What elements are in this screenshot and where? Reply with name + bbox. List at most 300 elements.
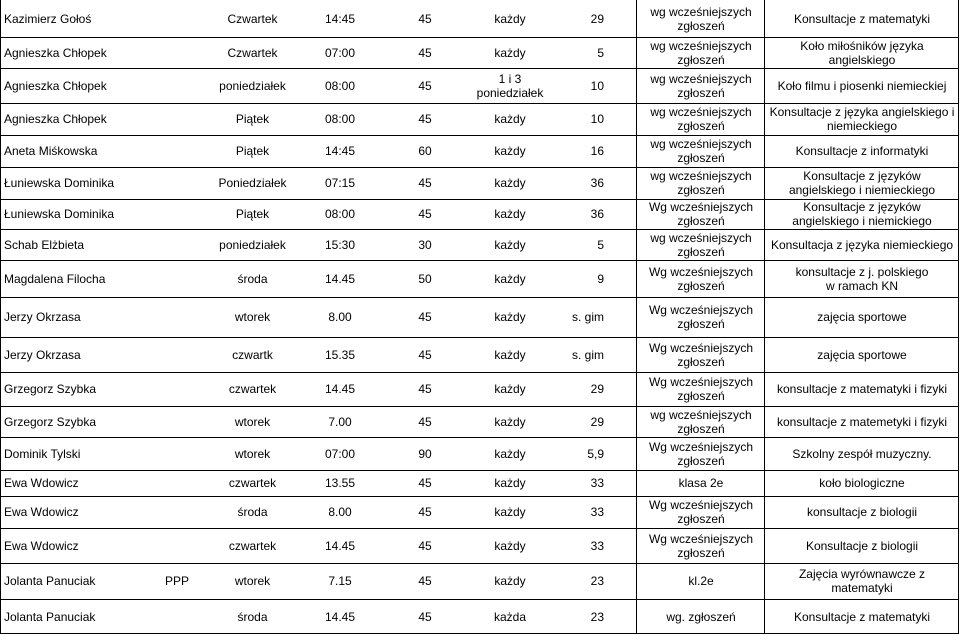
cell-subject: [764, 348, 960, 362]
cell-day: [205, 272, 300, 286]
cell-subject: [764, 144, 960, 158]
cell-subject-line: zajęcia sportowe: [817, 310, 907, 324]
cell-day-line: wtorek: [234, 414, 271, 429]
cell-subject: [764, 567, 960, 595]
cell-duration: [395, 505, 455, 519]
cell-teacher-line: Jerzy Okrzasa: [4, 310, 81, 324]
cell-teacher-line: Schab Elżbieta: [4, 237, 85, 252]
cell-subject-line: Konsultacje z informatyki: [795, 144, 929, 158]
cell-subject: [764, 265, 960, 293]
cell-room: [540, 79, 604, 93]
cell-time: [300, 238, 380, 252]
cell-subject-line: Konsultacje z matematyki: [793, 609, 931, 624]
cell-teacher-line: Agnieszka Chłopek: [4, 78, 107, 93]
cell-room: [540, 46, 604, 60]
cell-teacher-line: Grzegorz Szybka: [4, 382, 97, 396]
cell-teacher: [4, 238, 204, 252]
cell-day-line: czwartek: [228, 382, 277, 396]
cell-mode-line: kl.2e: [688, 574, 714, 588]
cell-subject: [764, 310, 960, 324]
cell-day: [205, 415, 300, 429]
cell-room-line: 10: [590, 112, 604, 126]
cell-duration: [395, 310, 455, 324]
cell-teacher: [4, 79, 204, 93]
grid-hline: [0, 167, 959, 168]
cell-duration-line: 45: [418, 505, 432, 519]
cell-room-line: s. gim: [571, 347, 604, 362]
cell-day-line: środa: [237, 609, 268, 624]
cell-duration-line: 45: [418, 538, 432, 553]
cell-teacher: [4, 310, 204, 324]
cell-subject: [764, 200, 960, 228]
cell-room-line: 5,9: [587, 446, 604, 461]
grid-hline: [0, 68, 959, 69]
cell-teacher: [4, 46, 204, 60]
cell-day: [205, 12, 300, 26]
cell-subject-line: koło biologiczne: [819, 476, 905, 490]
cell-teacher: [4, 447, 204, 461]
cell-subject-line: Konsultacje z biologii: [805, 538, 919, 553]
cell-time: [300, 476, 380, 490]
cell-mode-line: Wg wcześniejszych: [648, 375, 754, 389]
cell-teacher: [4, 272, 204, 286]
cell-time-line: 08:00: [324, 78, 356, 93]
grid-hline: [0, 229, 959, 230]
cell-room-line: 23: [590, 609, 604, 624]
cell-time: [300, 539, 380, 553]
cell-mode: [636, 39, 766, 67]
cell-frequency-line: poniedziałek: [476, 85, 544, 100]
cell-mode-line: zgłoszeń: [677, 389, 725, 403]
cell-room: [540, 238, 604, 252]
cell-duration: [395, 415, 455, 429]
cell-mode: [636, 5, 766, 33]
cell-duration: [395, 447, 455, 461]
cell-subject: [764, 105, 960, 133]
cell-room: [540, 539, 604, 553]
cell-mode: [636, 440, 766, 468]
cell-mode: [636, 341, 766, 369]
cell-teacher-line: Aneta Miśkowska: [4, 144, 98, 158]
cell-room-line: 5: [597, 45, 604, 60]
cell-day-line: wtorek: [234, 310, 271, 324]
cell-day: [205, 610, 300, 624]
cell-day: [205, 238, 300, 252]
cell-teacher-line: Agnieszka Chłopek: [4, 112, 107, 126]
cell-day-line: poniedziałek: [219, 78, 286, 93]
cell-day: [205, 505, 300, 519]
cell-duration-line: 45: [418, 414, 432, 429]
cell-duration-line: 45: [418, 347, 432, 362]
cell-subject-line: Szkolny zespół muzyczny.: [792, 446, 932, 461]
cell-mode: [636, 265, 766, 293]
cell-time: [300, 310, 380, 324]
cell-time: [300, 505, 380, 519]
cell-teacher-line: Jerzy Okrzasa: [4, 347, 81, 362]
cell-time-line: 14.45: [324, 538, 356, 553]
grid-vline: [0, 0, 1, 634]
cell-teacher-line: Jolanta Panuciak: [4, 574, 96, 588]
cell-mode-line: wg wcześniejszych: [650, 169, 752, 183]
cell-time-line: 15:30: [324, 237, 356, 252]
cell-mode-line: zgłoszeń: [677, 317, 725, 331]
cell-duration: [395, 207, 455, 221]
cell-mode-line: wg wcześniejszych: [650, 230, 752, 245]
cell-duration-line: 30: [418, 237, 432, 252]
cell-mode-line: zgłoszeń: [677, 18, 725, 33]
cell-subject-line: angielskiego i niemieckiego: [788, 183, 936, 197]
cell-subject: [764, 539, 960, 553]
cell-mode: [636, 375, 766, 403]
cell-teacher-line: Dominik Tylski: [4, 446, 81, 461]
cell-subject: [764, 382, 960, 396]
cell-subject-line: konsultacje z j. polskiego: [795, 264, 929, 279]
cell-room-line: 36: [590, 207, 604, 221]
cell-duration-line: 45: [418, 382, 432, 396]
cell-duration: [395, 382, 455, 396]
cell-extra-line: PPP: [165, 574, 190, 588]
cell-time-line: 08:00: [324, 112, 356, 126]
cell-room: [540, 610, 604, 624]
cell-teacher: [4, 505, 204, 519]
cell-mode-line: zgłoszeń: [677, 421, 725, 436]
cell-frequency-line: każdy: [494, 207, 526, 221]
cell-teacher: [4, 539, 204, 553]
cell-duration: [395, 574, 455, 588]
cell-frequency-line: każda: [493, 609, 527, 624]
cell-day-line: Piątek: [235, 112, 270, 126]
cell-mode-line: zgłoszeń: [677, 151, 725, 165]
cell-frequency-line: każdy: [494, 347, 526, 362]
cell-room: [540, 12, 604, 26]
cell-room-line: 29: [590, 11, 604, 26]
cell-mode-line: klasa 2e: [678, 476, 724, 490]
grid-hline: [0, 337, 959, 338]
cell-subject-line: Koło miłośników języka: [800, 38, 924, 53]
cell-room-line: 36: [590, 176, 604, 190]
cell-duration: [395, 610, 455, 624]
cell-subject-line: Konsultacje z języków: [803, 200, 921, 214]
cell-mode-line: Wg wcześniejszych: [648, 200, 754, 214]
cell-mode-line: Wg wcześniejszych: [648, 340, 754, 355]
cell-time: [300, 447, 380, 461]
cell-duration-line: 45: [418, 476, 432, 490]
cell-mode-line: zgłoszeń: [677, 52, 725, 67]
cell-teacher-line: Łuniewska Dominika: [4, 176, 115, 190]
cell-teacher: [4, 476, 204, 490]
cell-subject-line: Koło filmu i piosenki niemieckiej: [777, 78, 947, 93]
cell-teacher-line: Ewa Wdowicz: [4, 476, 79, 490]
cell-mode-line: wg wcześniejszych: [650, 38, 752, 53]
cell-room: [540, 574, 604, 588]
cell-room-line: 33: [590, 476, 604, 490]
grid-hline: [0, 103, 959, 104]
cell-room-line: 5: [597, 237, 604, 252]
cell-mode-line: wg. zgłoszeń: [666, 609, 736, 624]
cell-day-line: wtorek: [234, 574, 271, 588]
cell-duration-line: 45: [418, 574, 432, 588]
cell-duration-line: 90: [418, 446, 432, 461]
cell-duration-line: 45: [418, 45, 432, 60]
cell-day-line: wtorek: [234, 446, 271, 461]
cell-day: [205, 79, 300, 93]
cell-teacher-line: Łuniewska Dominika: [4, 207, 115, 221]
cell-duration-line: 45: [418, 310, 432, 324]
cell-day: [205, 348, 300, 362]
cell-time-line: 15.35: [324, 347, 356, 362]
cell-room: [540, 476, 604, 490]
cell-duration: [395, 348, 455, 362]
cell-subject: [764, 39, 960, 67]
cell-mode-line: wg wcześniejszych: [650, 407, 752, 422]
cell-mode: [636, 574, 766, 588]
cell-time: [300, 574, 380, 588]
cell-room: [540, 176, 604, 190]
cell-subject-line: w ramach KN: [825, 278, 899, 293]
cell-frequency-line: każdy: [494, 45, 526, 60]
cell-time: [300, 176, 380, 190]
cell-time: [300, 348, 380, 362]
cell-teacher: [4, 144, 204, 158]
cell-teacher: [4, 112, 204, 126]
cell-mode-line: zgłoszeń: [677, 545, 725, 560]
cell-frequency-line: każdy: [494, 144, 526, 158]
cell-day-line: środa: [237, 505, 268, 519]
cell-time: [300, 46, 380, 60]
cell-time-line: 14.45: [324, 382, 356, 396]
cell-mode-line: Wg wcześniejszych: [648, 303, 754, 317]
cell-day-line: Piątek: [235, 144, 270, 158]
cell-day: [205, 476, 300, 490]
grid-hline: [0, 372, 959, 373]
cell-frequency-line: każdy: [494, 237, 526, 252]
cell-day: [205, 112, 300, 126]
cell-frequency-line: każdy: [494, 176, 526, 190]
cell-mode: [636, 610, 766, 624]
cell-day: [205, 207, 300, 221]
cell-extra: [165, 574, 205, 588]
cell-day-line: Piątek: [235, 207, 270, 221]
cell-time-line: 13.55: [324, 476, 356, 490]
cell-frequency-line: 1 i 3: [498, 71, 522, 86]
cell-day: [205, 539, 300, 553]
cell-duration-line: 60: [418, 144, 432, 158]
cell-duration: [395, 79, 455, 93]
cell-duration: [395, 238, 455, 252]
cell-day: [205, 574, 300, 588]
cell-mode: [636, 476, 766, 490]
cell-teacher: [4, 610, 204, 624]
cell-time: [300, 144, 380, 158]
cell-mode: [636, 137, 766, 165]
cell-time-line: 14.45: [324, 271, 356, 286]
cell-time-line: 07:00: [324, 45, 356, 60]
cell-subject-line: konsultacje z matemetyki i fizyki: [776, 414, 948, 429]
cell-time-line: 8.00: [328, 505, 352, 519]
cell-teacher: [4, 348, 204, 362]
cell-time: [300, 415, 380, 429]
cell-time-line: 7.00: [328, 414, 352, 429]
cell-time: [300, 112, 380, 126]
cell-day-line: poniedziałek: [219, 237, 286, 252]
cell-duration-line: 45: [418, 176, 432, 190]
grid-hline: [0, 135, 959, 136]
cell-frequency-line: każdy: [494, 310, 526, 324]
cell-day: [205, 447, 300, 461]
cell-room-line: 29: [590, 414, 604, 429]
cell-teacher-line: Kazimierz Gołoś: [4, 11, 92, 26]
cell-mode-line: wg wcześniejszych: [650, 105, 752, 119]
cell-mode-line: zgłoszeń: [677, 119, 725, 133]
cell-subject-line: Konsultacje z języka angielskiego i: [769, 105, 955, 119]
grid-hline: [0, 528, 959, 529]
cell-duration-line: 45: [418, 11, 432, 26]
cell-room: [540, 415, 604, 429]
grid-hline: [0, 563, 959, 564]
cell-room: [540, 505, 604, 519]
cell-day-line: Czwartek: [227, 11, 278, 26]
cell-subject: [764, 447, 960, 461]
cell-mode-line: zgłoszeń: [677, 354, 725, 369]
cell-day: [205, 310, 300, 324]
cell-room-line: 33: [590, 505, 604, 519]
cell-duration: [395, 12, 455, 26]
cell-frequency-line: każdy: [494, 538, 526, 553]
cell-day-line: Czwartek: [227, 45, 278, 60]
cell-day-line: czwartek: [228, 476, 277, 490]
cell-subject-line: Konsultacje z języków: [803, 169, 921, 183]
cell-time-line: 07:00: [324, 446, 356, 461]
cell-mode: [636, 303, 766, 331]
cell-room-line: 16: [590, 144, 604, 158]
cell-mode-line: zgłoszeń: [677, 183, 725, 197]
cell-time-line: 14:45: [324, 11, 356, 26]
cell-time: [300, 382, 380, 396]
cell-duration-line: 45: [418, 78, 432, 93]
cell-teacher-line: Jolanta Panuciak: [4, 609, 96, 624]
cell-mode: [636, 498, 766, 526]
cell-frequency-line: każdy: [494, 414, 526, 429]
cell-teacher-line: Ewa Wdowicz: [4, 505, 79, 519]
cell-teacher-line: Grzegorz Szybka: [4, 414, 97, 429]
cell-duration: [395, 539, 455, 553]
cell-mode: [636, 169, 766, 197]
cell-room-line: 9: [597, 271, 604, 286]
cell-subject-line: angielskiego i niemickiego: [792, 214, 932, 228]
cell-room: [540, 144, 604, 158]
cell-day-line: środa: [237, 271, 268, 286]
cell-subject-line: konsultacje z matematyki i fizyki: [776, 382, 948, 396]
cell-mode-line: zgłoszeń: [677, 453, 725, 468]
cell-time: [300, 207, 380, 221]
cell-teacher-line: Agnieszka Chłopek: [4, 45, 107, 60]
cell-mode-line: wg wcześniejszych: [650, 4, 752, 19]
cell-subject: [764, 505, 960, 519]
cell-frequency-line: każdy: [494, 505, 526, 519]
cell-mode: [636, 532, 766, 560]
cell-time-line: 7.15: [328, 574, 352, 588]
cell-time: [300, 272, 380, 286]
cell-teacher: [4, 382, 204, 396]
cell-frequency-line: każdy: [494, 11, 526, 26]
cell-mode: [636, 231, 766, 259]
cell-subject: [764, 169, 960, 197]
cell-teacher: [4, 176, 204, 190]
cell-time-line: 14:45: [324, 144, 356, 158]
cell-mode-line: Wg wcześniejszych: [648, 498, 754, 512]
cell-subject: [764, 238, 960, 252]
grid-hline: [0, 470, 959, 471]
cell-duration: [395, 112, 455, 126]
cell-room: [540, 272, 604, 286]
cell-room: [540, 348, 604, 362]
cell-mode: [636, 408, 766, 436]
cell-frequency-line: każdy: [494, 382, 526, 396]
cell-teacher: [4, 12, 204, 26]
cell-subject-line: konsultacje z biologii: [806, 505, 918, 519]
cell-subject-line: niemieckiego: [826, 119, 898, 133]
cell-frequency-line: każdy: [494, 476, 526, 490]
cell-frequency-line: każdy: [494, 446, 526, 461]
grid-hline: [0, 260, 959, 261]
cell-frequency-line: każdy: [494, 112, 526, 126]
cell-subject-line: Konsultacja z języka niemieckiego: [770, 237, 954, 252]
cell-day: [205, 144, 300, 158]
cell-mode-line: zgłoszeń: [677, 512, 725, 526]
cell-mode-line: Wg wcześniejszych: [648, 439, 754, 454]
cell-teacher-line: Magdalena Filocha: [4, 271, 106, 286]
cell-subject: [764, 12, 960, 26]
cell-teacher: [4, 415, 204, 429]
cell-time: [300, 610, 380, 624]
cell-day-line: czwartek: [228, 538, 277, 553]
cell-mode-line: Wg wcześniejszych: [648, 531, 754, 546]
cell-teacher-line: Ewa Wdowicz: [4, 538, 79, 553]
cell-duration-line: 45: [418, 609, 432, 624]
cell-room: [540, 112, 604, 126]
cell-duration: [395, 272, 455, 286]
cell-duration: [395, 176, 455, 190]
cell-time-line: 07:15: [324, 176, 356, 190]
cell-room: [540, 310, 604, 324]
cell-mode-line: zgłoszeń: [677, 85, 725, 100]
cell-day-line: Poniedziałek: [218, 176, 287, 190]
cell-time: [300, 79, 380, 93]
cell-room-line: 29: [590, 382, 604, 396]
cell-time-line: 08:00: [324, 207, 356, 221]
cell-subject-line: matematyki: [831, 581, 893, 595]
cell-subject: [764, 610, 960, 624]
grid-hline: [0, 437, 959, 438]
cell-day-line: czwartk: [232, 347, 273, 362]
cell-duration: [395, 144, 455, 158]
cell-room-line: s. gim: [571, 310, 604, 324]
cell-mode-line: zgłoszeń: [677, 214, 725, 228]
cell-room-line: 23: [590, 574, 604, 588]
grid-hline: [0, 406, 959, 407]
cell-time-line: 14.45: [324, 609, 356, 624]
grid-hline: [0, 297, 959, 298]
cell-subject: [764, 415, 960, 429]
cell-duration-line: 45: [418, 207, 432, 221]
cell-room: [540, 207, 604, 221]
cell-mode-line: zgłoszeń: [677, 244, 725, 259]
cell-mode: [636, 105, 766, 133]
cell-subject-line: angielskiego: [828, 52, 896, 67]
cell-day: [205, 46, 300, 60]
cell-subject-line: Zajęcia wyrównawcze z: [798, 567, 926, 581]
cell-mode-line: zgłoszeń: [677, 278, 725, 293]
